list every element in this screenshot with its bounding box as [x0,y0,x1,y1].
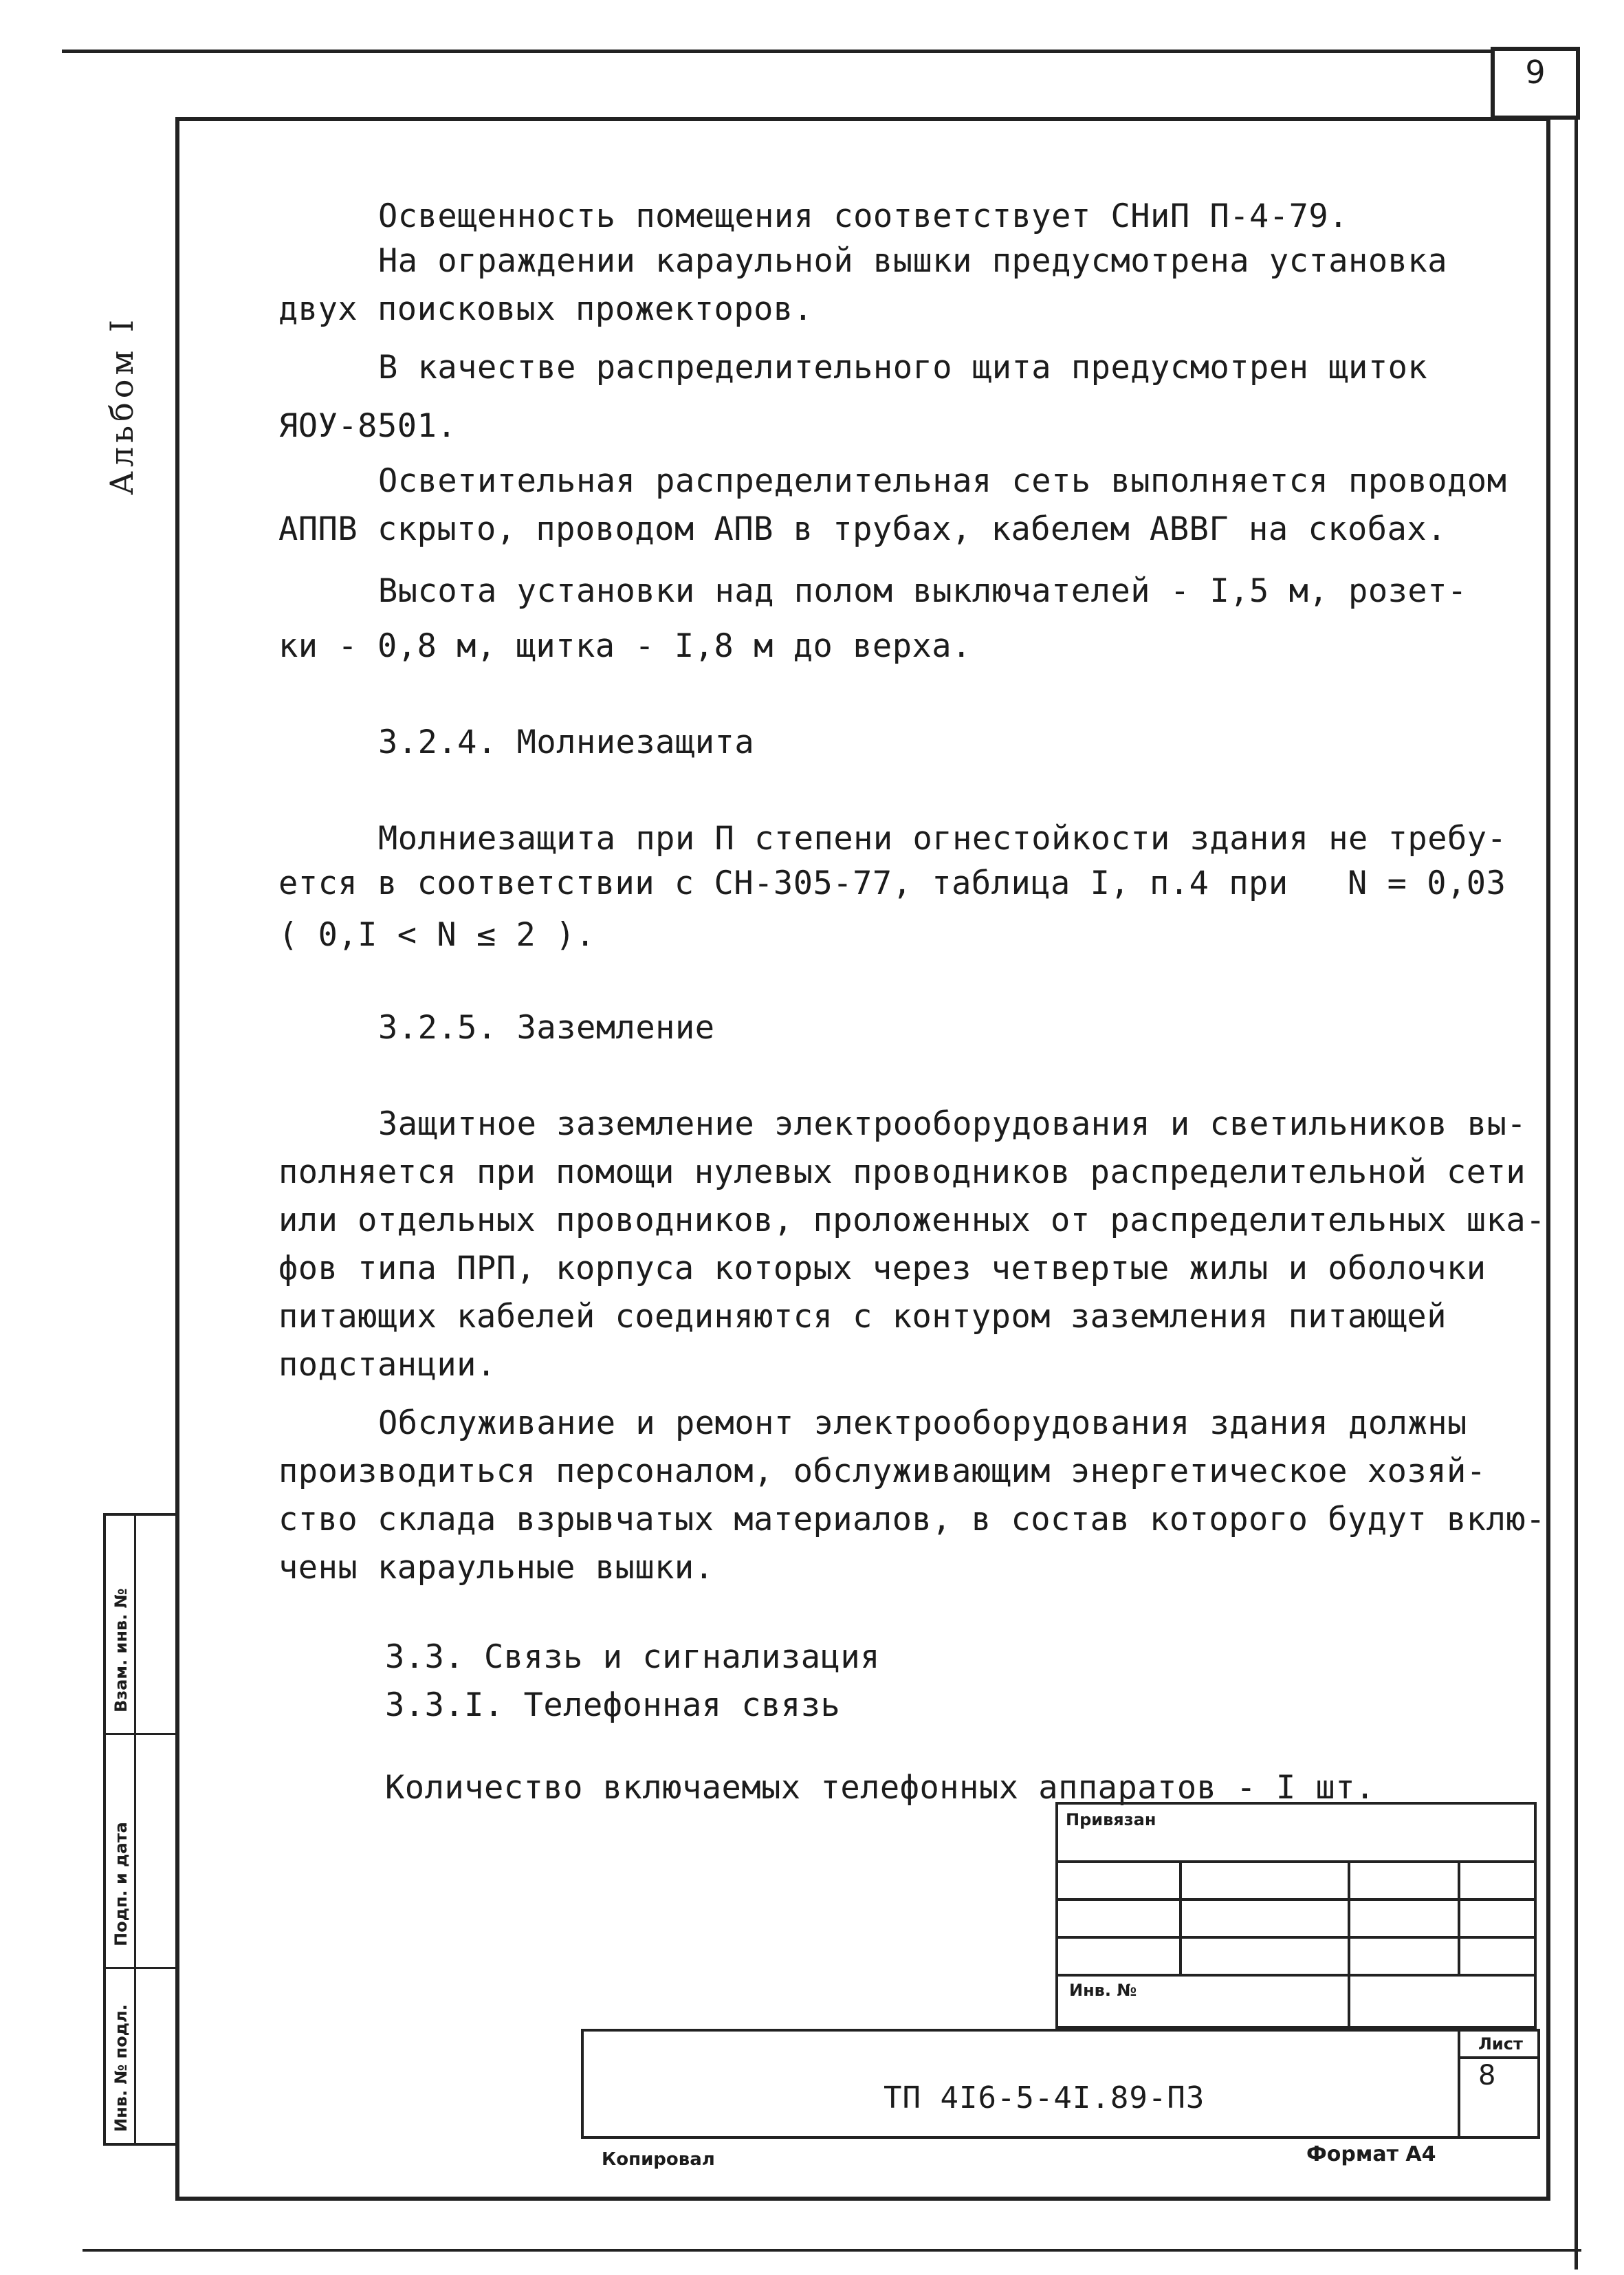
stamp-divider-2 [103,1733,179,1735]
list-number: 8 [1478,2060,1496,2091]
body-line: производиться персоналом, обслуживающим энергетическое хозяй- [278,1452,1486,1490]
body-line: Защитное заземление электрооборудования и светильников вы- [378,1105,1527,1143]
format-label: Формат А4 [1306,2142,1436,2166]
kopiroval-label: Копировал [602,2149,715,2170]
stamp-divider-3 [103,1967,179,1969]
body-line: Количество включаемых телефонных аппаратов - I шт. [385,1769,1375,1807]
body-line: Освещенность помещения соответствует СНиП П-4-79. [378,197,1349,235]
privyazan-row-4 [1055,1974,1537,1977]
body-line: или отдельных проводников, проложенных от распределительных шка- [278,1201,1546,1239]
body-line: Молниезащита при П степени огнестойкости здания не требу- [378,820,1507,858]
top-rule [62,50,1492,53]
section-heading: 3.2.4. Молниезащита [378,723,755,761]
body-line: АППВ скрыто, проводом АПВ в трубах, кабелем АВВГ на скобах. [278,510,1447,548]
body-line: Обслуживание и ремонт электрооборудования здания должны [378,1404,1467,1442]
privyazan-label: Привязан [1066,1810,1156,1829]
outer-right-rule [1574,117,1578,2269]
inv-no-label: Инв. № [1069,1981,1137,2000]
body-line: подстанции. [278,1346,496,1384]
privyazan-col-2 [1348,1860,1350,2029]
list-label: Лист [1478,2034,1523,2054]
page-number: 9 [1525,54,1546,91]
section-heading: 3.2.5. Заземление [378,1009,715,1047]
body-line: ( 0,I < N ≤ 2 ). [278,916,595,954]
body-line: На ограждении караульной вышки предусмотрена установка [378,242,1448,280]
privyazan-row-1 [1055,1860,1537,1863]
doc-code-divider [1458,2029,1460,2139]
body-line: Осветительная распределительная сеть выполняется проводом [378,462,1507,500]
album-label: Альбом I [103,315,140,495]
body-line: полняется при помощи нулевых проводников распределительной сети [278,1153,1526,1191]
doc-code: ТП 4I6-5-4I.89-ПЗ [884,2080,1205,2115]
section-heading: 3.3. Связь и сигнализация [385,1638,880,1676]
privyazan-col-1 [1179,1860,1182,1974]
body-line: двух поисковых прожекторов. [278,290,813,328]
bottom-rule [83,2249,1581,2252]
section-heading: 3.3.I. Телефонная связь [385,1686,841,1724]
stamp-divider-1 [134,1513,136,2146]
stamp-label-inv: Инв. № подл. [111,2004,131,2132]
body-line: ки - 0,8 м, щитка - I,8 м до верха. [278,627,972,665]
body-line: фов типа ПРП, корпуса которых через четвертые жилы и оболочки [278,1250,1486,1287]
body-line: Высота установки над полом выключателей - I,5 м, розет- [378,572,1467,610]
stamp-label-vzam: Взам. инв. № [111,1588,131,1712]
body-line: ется в соответствии с СН-305-77, таблица I, п.4 при N = 0,03 [278,864,1506,902]
body-line: ЯОУ-8501. [278,407,457,445]
body-line: В качестве распределительного щита предусмотрен щиток [378,349,1428,387]
privyazan-row-3 [1055,1936,1537,1939]
body-line: ство склада взрывчатых материалов, в состав которого будут вклю- [278,1501,1546,1538]
privyazan-row-2 [1055,1898,1537,1901]
body-line: чены караульные вышки. [278,1549,714,1587]
privyazan-col-3 [1458,1860,1460,1974]
list-label-divider [1458,2056,1540,2059]
stamp-label-podp: Подп. и дата [111,1822,131,1946]
body-line: питающих кабелей соединяются с контуром заземления питающей [278,1298,1447,1336]
